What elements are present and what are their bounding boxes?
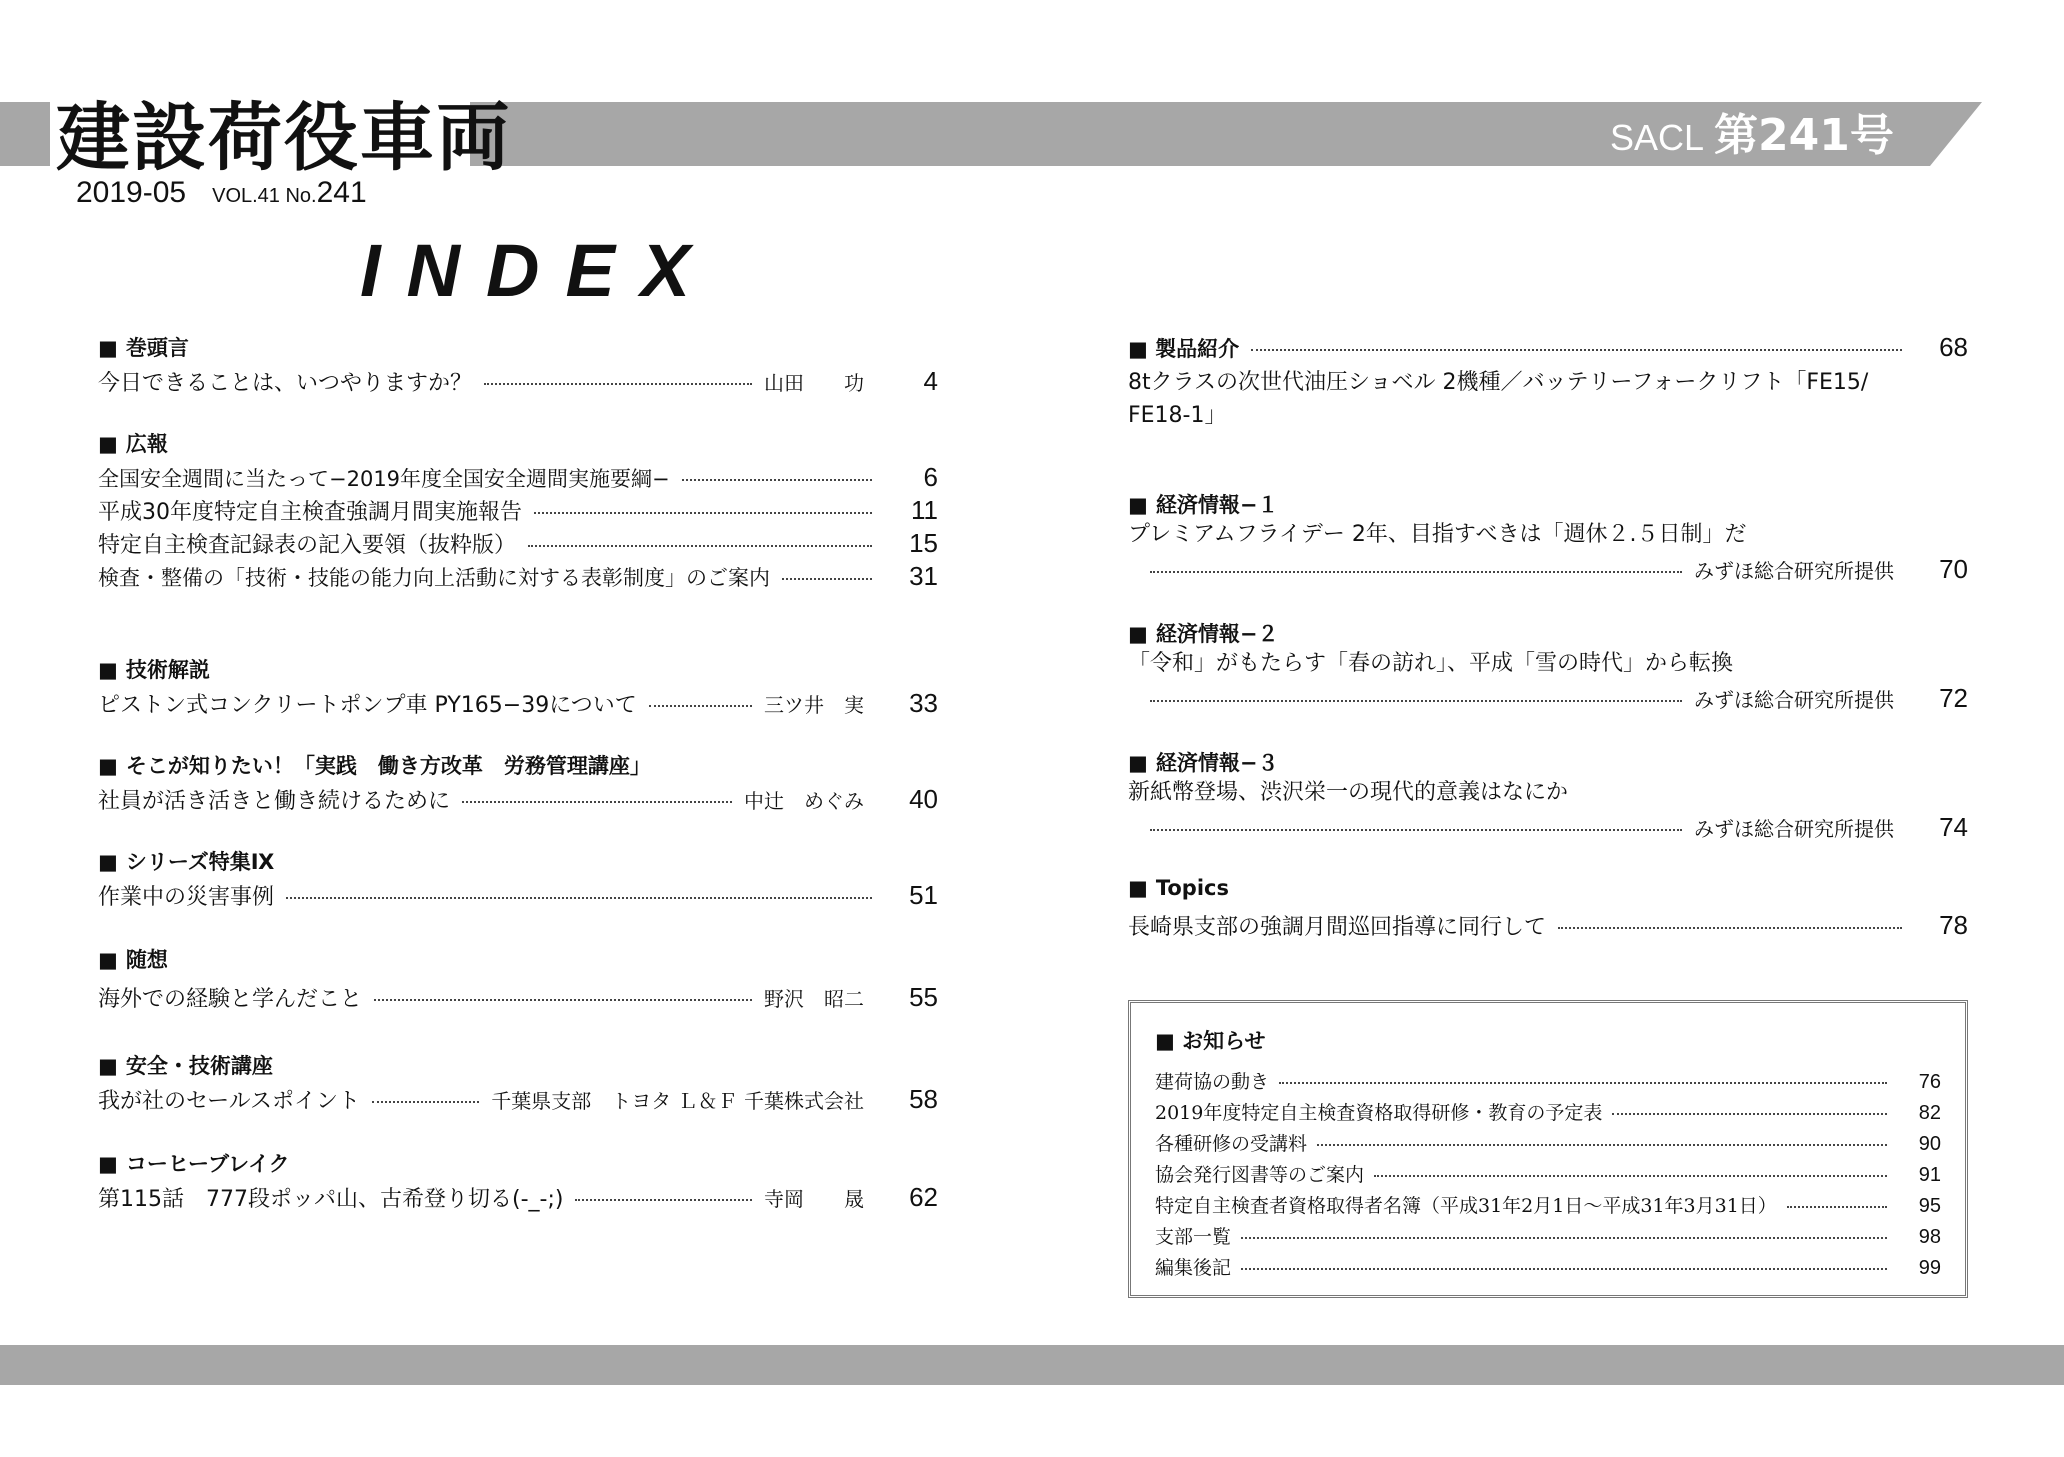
section-heading-keizai-1: ■ 経済情報−１ [1128, 493, 1279, 517]
entry-page: 51 [909, 880, 938, 910]
leader-dots [1241, 1268, 1887, 1270]
leader-dots [1279, 1082, 1887, 1084]
entry-author: みずほ総合研究所提供 [1694, 817, 1894, 841]
issue-info [76, 176, 367, 210]
notice-item[interactable] [1155, 1222, 1941, 1249]
leader-dots [484, 383, 752, 385]
leader-dots [534, 512, 872, 514]
toc-entry[interactable] [98, 528, 938, 559]
toc-entry[interactable] [1150, 683, 1968, 714]
leader-dots [1150, 700, 1682, 702]
entry-page: 72 [1939, 683, 1968, 713]
leader-dots [782, 578, 872, 580]
entry-page: 55 [909, 982, 938, 1012]
entry-title: 我が社のセールスポイント [98, 1089, 361, 1114]
section-heading-zuisou: ■ 随想 [98, 948, 168, 972]
toc-entry[interactable] [98, 880, 938, 911]
entry-page: 74 [1939, 812, 1968, 842]
entry-title: 第115話 777段ポッパ山、古希登り切る(-_-;) [98, 1187, 564, 1212]
entry-page: 15 [909, 528, 938, 558]
entry-author: みずほ総合研究所提供 [1694, 559, 1894, 583]
section-heading-anzen-gijutsu: ■ 安全・技術講座 [98, 1054, 273, 1078]
entry-title: 海外での経験と学んだこと [98, 987, 363, 1012]
leader-dots [1787, 1206, 1887, 1208]
entry-page: 78 [1939, 910, 1968, 940]
toc-entry[interactable] [98, 366, 938, 397]
entry-author: 中辻 めぐみ [744, 789, 864, 813]
section-heading-series: ■ シリーズ特集Ⅸ [98, 850, 275, 874]
entry-author: 千葉県支部 トヨタ Ｌ＆Ｆ 千葉株式会社 [491, 1089, 864, 1113]
notice-item[interactable] [1155, 1191, 1941, 1218]
toc-entry[interactable] [98, 1084, 938, 1115]
section-heading-keizai-2: ■ 経済情報−２ [1128, 622, 1279, 646]
entry-title: ピストン式コンクリートポンプ車 PY165−39について [98, 693, 637, 718]
leader-dots [1317, 1144, 1887, 1146]
entry-title: プレミアムフライデー 2年、目指すべきは「週休２.５日制」だ [1128, 522, 1747, 547]
entry-title: 「令和」がもたらす「春の訪れ」、平成「雪の時代」から転換 [1128, 651, 1734, 676]
index-heading: INDEX [360, 229, 717, 312]
entry-title: 特定自主検査記録表の記入要領（抜粋版） [98, 533, 517, 558]
issue-date: 2019-05 [76, 176, 187, 209]
section-heading-seihin: ■ 製品紹介 [1128, 337, 1240, 361]
magazine-title: 建設荷役車両 [56, 95, 512, 181]
entry-page: 6 [923, 462, 938, 492]
entry-page: 68 [1939, 332, 1968, 362]
leader-dots [1150, 829, 1682, 831]
leader-dots [1374, 1175, 1887, 1177]
notice-item-title: 支部一覧 [1155, 1226, 1232, 1248]
section-heading-roumu-kanri: ■ そこが知りたい！「実践 働き方改革 労務管理講座」 [98, 754, 651, 778]
leader-dots [1612, 1113, 1887, 1115]
issue-number-label: 第241号 [1714, 110, 1894, 161]
toc-entry[interactable] [1150, 554, 1968, 585]
notice-item[interactable] [1155, 1067, 1941, 1094]
leader-dots [575, 1199, 752, 1201]
leader-dots [286, 897, 872, 899]
section-heading-coffee-break: ■ コーヒーブレイク [98, 1152, 290, 1176]
entry-title: 8tクラスの次世代油圧ショベル 2機種／バッテリーフォークリフト「FE15/ FE18-1」 [1128, 370, 1869, 428]
header-band-left [0, 102, 50, 166]
notice-item[interactable] [1155, 1160, 1941, 1187]
leader-dots [649, 705, 752, 707]
notice-item-page: 95 [1918, 1195, 1941, 1217]
toc-entry[interactable] [98, 784, 938, 815]
toc-entry[interactable] [98, 982, 938, 1013]
entry-title: 検査・整備の「技術・技能の能力向上活動に対する表彰制度」のご案内 [98, 566, 770, 590]
toc-entry[interactable] [98, 495, 938, 526]
notice-item-page: 82 [1918, 1102, 1941, 1124]
section-heading-gijutsu-kaisetsu: ■ 技術解説 [98, 658, 210, 682]
entry-title: 長崎県支部の強調月間巡回指導に同行して [1128, 915, 1547, 940]
leader-dots [374, 999, 752, 1001]
leader-dots [1150, 571, 1682, 573]
entry-author: 寺岡 晟 [764, 1187, 864, 1211]
toc-entry[interactable] [98, 462, 938, 493]
notice-item[interactable] [1155, 1129, 1941, 1156]
leader-dots [1558, 927, 1902, 929]
leader-dots [1241, 1237, 1887, 1239]
issue-badge [1610, 112, 1894, 169]
notice-item-page: 90 [1918, 1133, 1941, 1155]
notice-item-title: 特定自主検査者資格取得者名簿（平成31年2月1日〜平成31年3月31日） [1155, 1195, 1777, 1217]
toc-entry[interactable] [1128, 910, 1968, 941]
entry-page: 33 [909, 688, 938, 718]
footer-band [0, 1345, 2064, 1385]
entry-author: 山田 功 [764, 371, 864, 395]
entry-author: 野沢 昭二 [764, 987, 864, 1011]
entry-page: 4 [923, 366, 938, 396]
entry-author: みずほ総合研究所提供 [1694, 688, 1894, 712]
notice-box [1128, 1000, 1968, 1298]
notice-item-page: 76 [1918, 1071, 1941, 1093]
volume-label: VOL.41 No. [212, 185, 317, 207]
entry-title: 作業中の災害事例 [98, 885, 275, 910]
entry-page: 70 [1939, 554, 1968, 584]
notice-item[interactable] [1155, 1253, 1941, 1280]
leader-dots [1251, 349, 1902, 351]
section-heading-topics: ■ Topics [1128, 876, 1229, 900]
entry-title: 新紙幣登場、渋沢栄一の現代的意義はなにか [1128, 780, 1569, 805]
notice-item-page: 91 [1918, 1164, 1941, 1186]
leader-dots [372, 1101, 479, 1103]
entry-title: 今日できることは、いつやりますか？ [98, 371, 473, 396]
volume-number: 241 [316, 176, 367, 209]
toc-entry[interactable] [98, 688, 938, 719]
notice-item-title: 2019年度特定自主検査資格取得研修・教育の予定表 [1155, 1102, 1603, 1124]
notice-heading: ■ お知らせ [1155, 1029, 1266, 1053]
entry-author: 三ツ井 実 [764, 693, 864, 717]
entry-title: 全国安全週間に当たって−2019年度全国安全週間実施要綱− [98, 467, 670, 491]
notice-item-title: 各種研修の受講料 [1155, 1133, 1308, 1155]
notice-item-title: 協会発行図書等のご案内 [1155, 1164, 1365, 1186]
entry-page: 58 [909, 1084, 938, 1114]
section-heading-keizai-3: ■ 経済情報−３ [1128, 751, 1279, 775]
entry-page: 62 [909, 1182, 938, 1212]
leader-dots [682, 479, 872, 481]
notice-item-page: 98 [1918, 1226, 1941, 1248]
toc-entry[interactable] [98, 561, 938, 592]
notice-item-title: 編集後記 [1155, 1257, 1232, 1279]
entry-title: 平成30年度特定自主検査強調月間実施報告 [98, 500, 522, 525]
leader-dots [528, 545, 872, 547]
entry-page: 40 [909, 784, 938, 814]
sacl-label: SACL [1610, 117, 1705, 158]
notice-item[interactable] [1155, 1098, 1941, 1125]
entry-page: 11 [911, 495, 938, 525]
notice-item-title: 建荷協の動き [1155, 1071, 1270, 1093]
section-heading-kouhou: ■ 広報 [98, 432, 168, 456]
leader-dots [462, 801, 732, 803]
toc-entry[interactable] [98, 1182, 938, 1213]
entry-title: 社員が活き活きと働き続けるために [98, 789, 451, 814]
entry-page: 31 [909, 561, 938, 591]
section-heading-kantougen: ■ 巻頭言 [98, 336, 189, 360]
notice-item-page: 99 [1918, 1257, 1941, 1279]
toc-entry[interactable] [1128, 332, 1968, 363]
toc-entry[interactable] [1150, 812, 1968, 843]
